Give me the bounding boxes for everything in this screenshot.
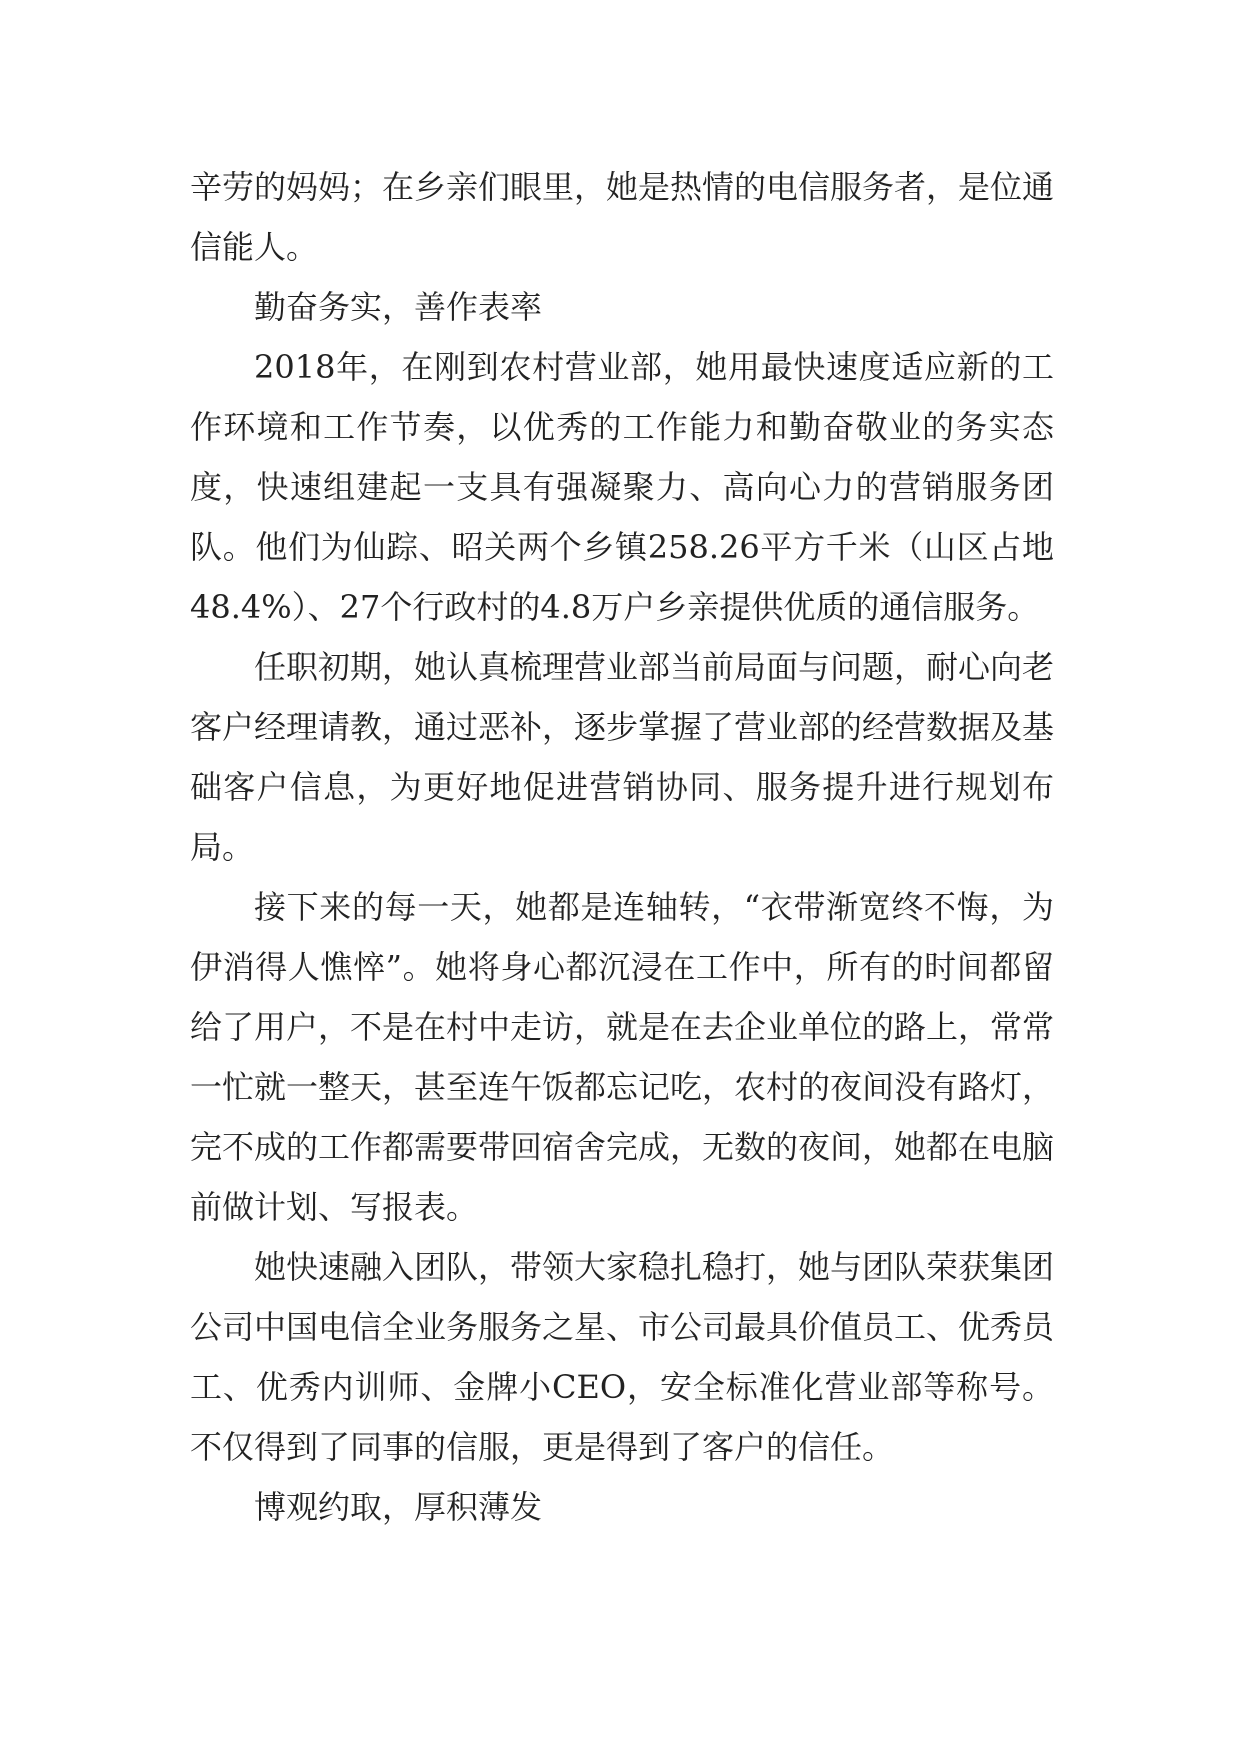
- document-body: [190, 157, 1054, 1537]
- paragraph-team-building: 2018年，在刚到农村营业部，她用最快速度适应新的工作环境和工作节奏，以优秀的工作能力和勤奋敬业的务实态度，快速组建起一支具有强凝聚力、高向心力的营销服务团队。他们为仙踪、昭关两个乡镇258.26平方千米（山区占地48.4%）、27个行政村的4.8万户乡亲提供优质的通信服务。: [190, 348, 1054, 626]
- section-heading-accumulation: 博观约取，厚积薄发: [254, 1488, 543, 1526]
- paragraph-continuation: 辛劳的妈妈；在乡亲们眼里，她是热情的电信服务者，是位通信能人。: [190, 168, 1055, 266]
- paragraph-awards: 她快速融入团队，带领大家稳扎稳打，她与团队荣获集团公司中国电信全业务服务之星、市公司最具价值员工、优秀员工、优秀内训师、金牌小CEO，安全标准化营业部等称号。不仅得到了同事的信服，更是得到了客户的信任。: [190, 1248, 1055, 1466]
- paragraph-early-tenure: 任职初期，她认真梳理营业部当前局面与问题，耐心向老客户经理请教，通过恶补，逐步掌握了营业部的经营数据及基础客户信息，为更好地促进营销协同、服务提升进行规划布局。: [190, 648, 1055, 866]
- section-heading-diligence: 勤奋务实，善作表率: [254, 288, 543, 326]
- paragraph-daily-work: 接下来的每一天，她都是连轴转，“衣带渐宽终不悔，为伊消得人憔悴”。她将身心都沉浸在工作中，所有的时间都留给了用户，不是在村中走访，就是在去企业单位的路上，常常一忙就一整天，甚至连午饭都忘记吃，农村的夜间没有路灯，完不成的工作都需要带回宿舍完成，无数的夜间，她都在电脑前做计划、写报表。: [190, 888, 1055, 1226]
